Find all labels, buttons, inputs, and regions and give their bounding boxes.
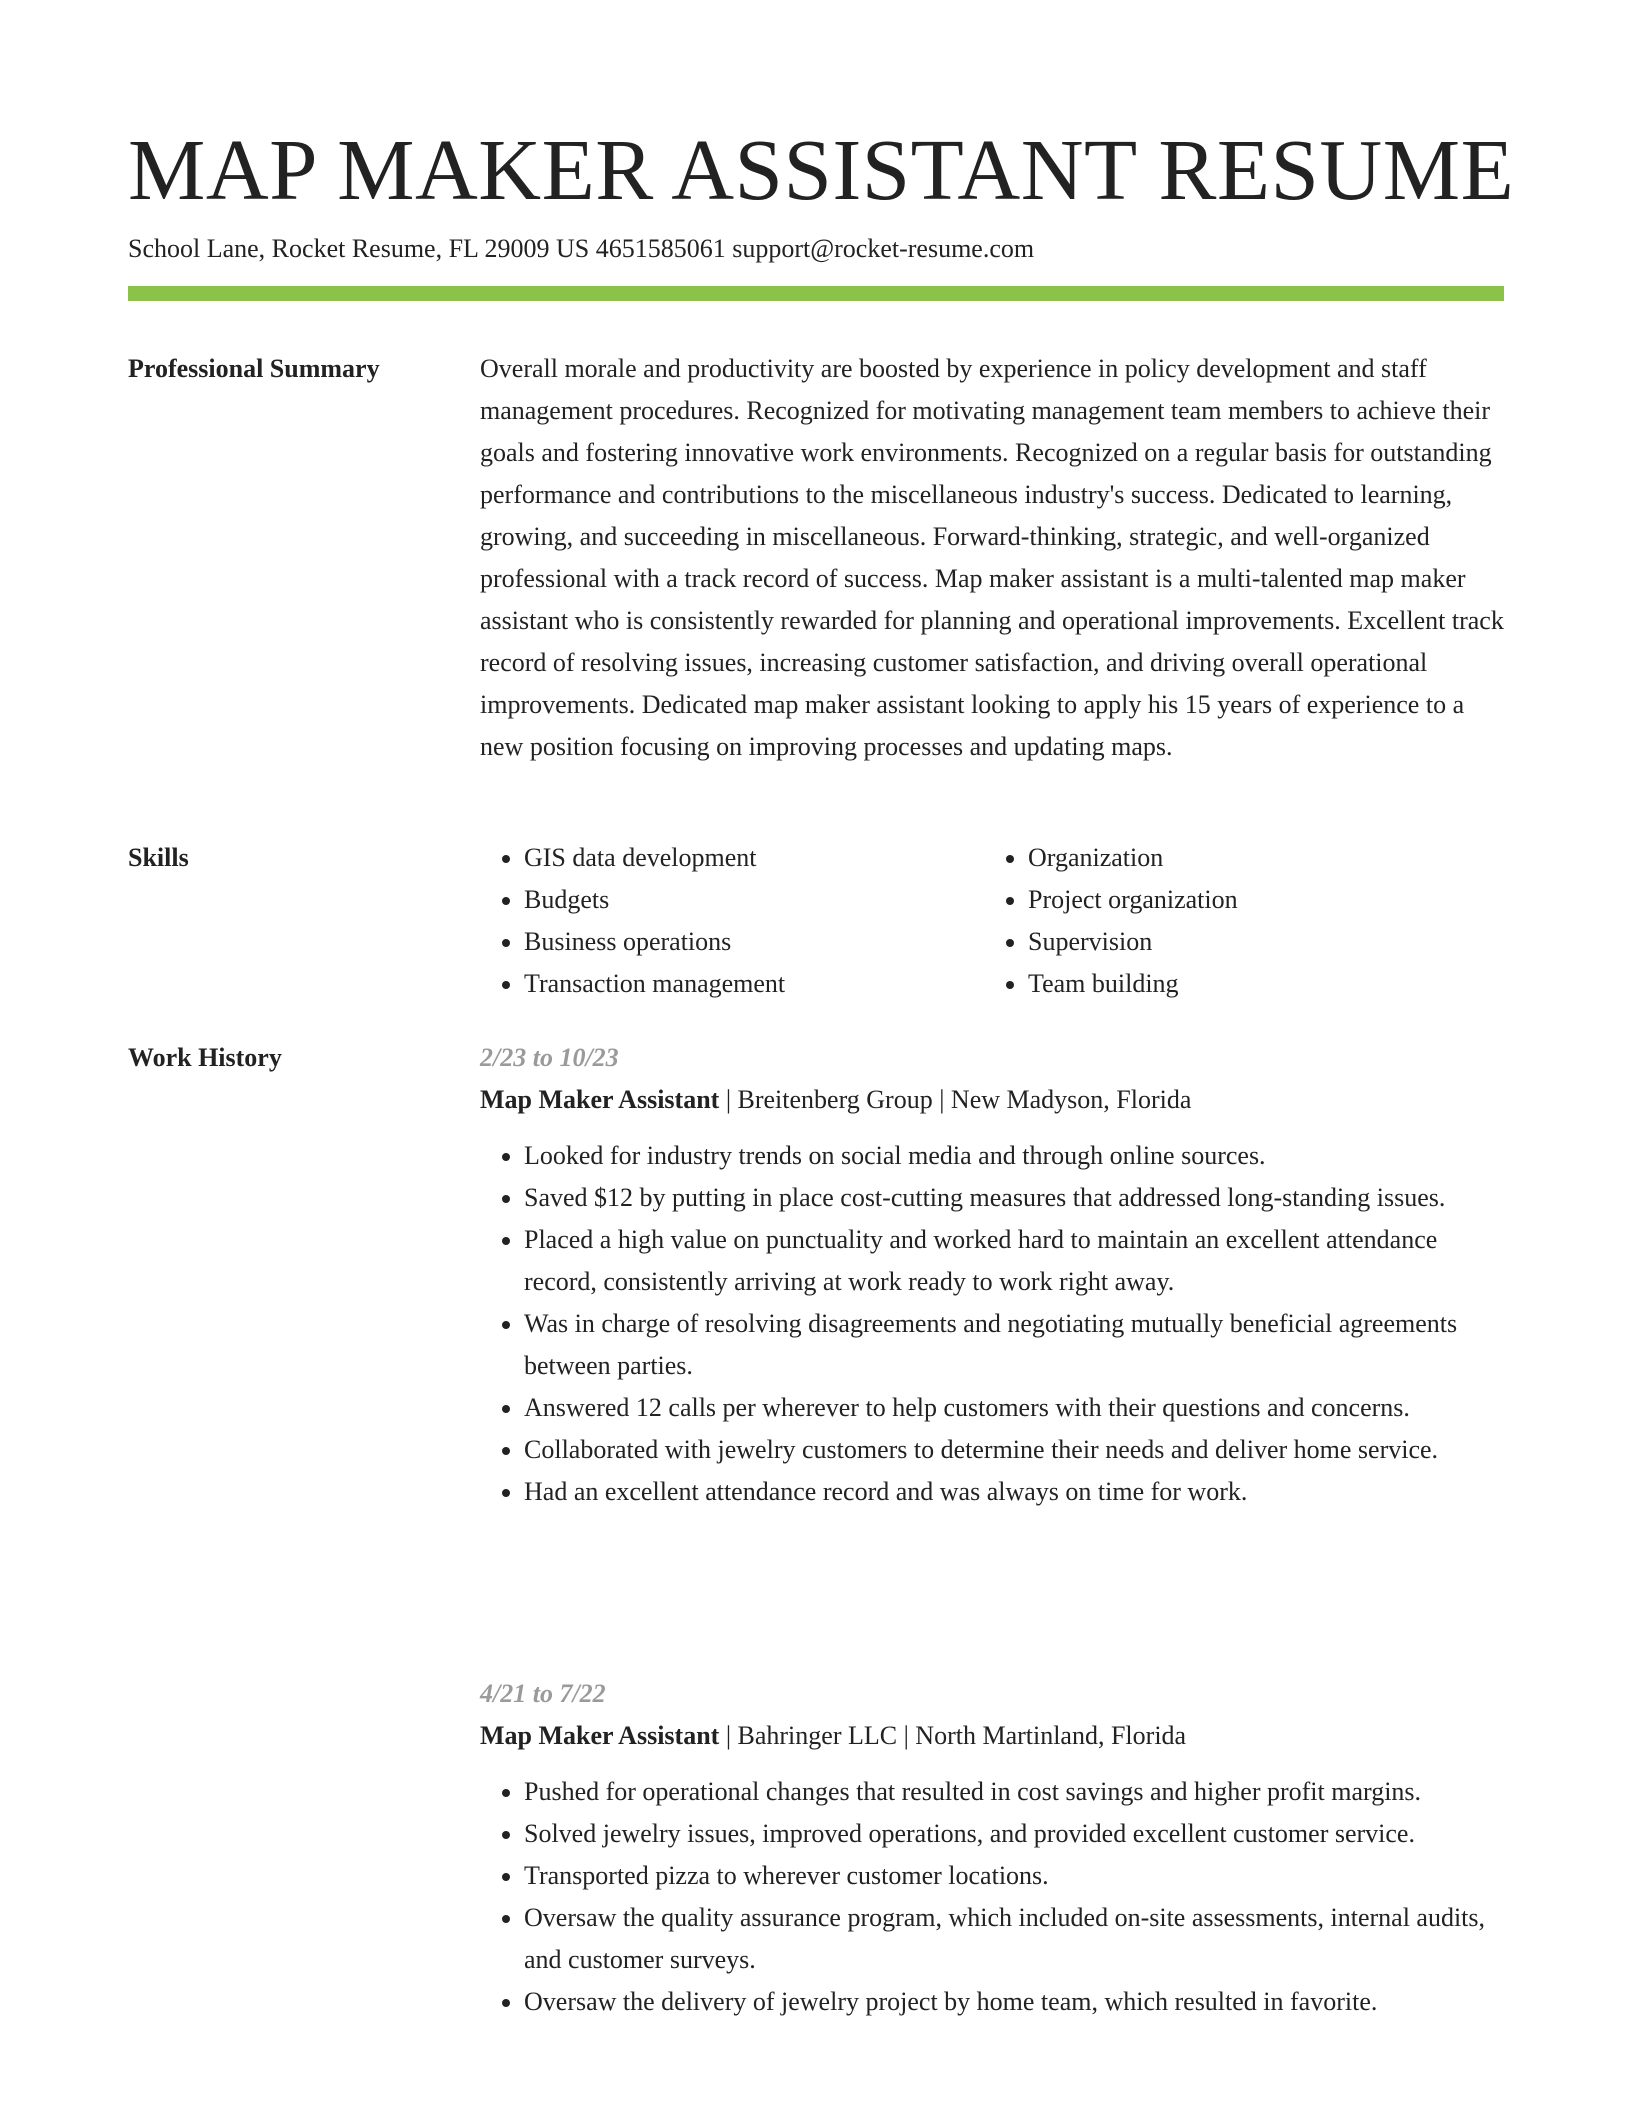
job-title-line (480, 1079, 1510, 1121)
skill-item: • Supervision (1028, 921, 1488, 963)
job-bullet: • Had an excellent attendance record and was always on time for work. (524, 1471, 1510, 1513)
job-details: | Breitenberg Group | New Madyson, Florida (719, 1085, 1192, 1114)
job-bullet: • Collaborated with jewelry customers to determine their needs and deliver home service. (524, 1429, 1510, 1471)
job-dates: 2/23 to 10/23 (480, 1043, 619, 1072)
job-dates: 4/21 to 7/22 (480, 1679, 606, 1708)
job-bullet: • Placed a high value on punctuality and worked hard to maintain an excellent attendance record, consistently arriving at work ready to work right away. (524, 1219, 1510, 1303)
skills-section (480, 837, 1510, 1005)
job-entry (480, 1037, 1510, 1513)
job-bullet: • Oversaw the quality assurance program, which included on-site assessments, internal audits, and customer surveys. (524, 1897, 1510, 1981)
summary-section (480, 348, 1510, 768)
job-bullet: • Pushed for operational changes that resulted in cost savings and higher profit margins. (524, 1771, 1510, 1813)
job-title: Map Maker Assistant (480, 1085, 720, 1114)
section-label-summary: Professional Summary (128, 354, 380, 383)
job-bullets (480, 1771, 1510, 2023)
job-bullet: • Looked for industry trends on social media and through online sources. (524, 1135, 1510, 1177)
section-label-skills: Skills (128, 843, 189, 872)
skill-item: • Team building (1028, 963, 1488, 1005)
section-label-work-history: Work History (128, 1043, 282, 1072)
summary-text: Overall morale and productivity are boosted by experience in policy development and staff management procedures. Recognized for motivating management team members to achieve their goals and fostering innovative work environments. Recognized on a regular basis for outstanding performance and contributions to the miscellaneous industry's success. Dedicated to learning, growing, and succeeding in miscellaneous. Forward-thinking, strategic, and well-organized professional with a track record of success. Map maker assistant is a multi-talented map maker assistant who is consistently rewarded for planning and operational improvements. Excellent track record of resolving issues, increasing customer satisfaction, and driving overall operational improvements. Dedicated map maker assistant looking to apply his 15 years of experience to a new position focusing on improving processes and updating maps. (480, 354, 1504, 761)
job-title: Map Maker Assistant (480, 1721, 720, 1750)
job-details: | Bahringer LLC | North Martinland, Florida (719, 1721, 1187, 1750)
job-bullet: • Saved $12 by putting in place cost-cutting measures that addressed long-standing issues. (524, 1177, 1510, 1219)
job-entry (480, 1673, 1510, 2023)
job-bullet: • Answered 12 calls per wherever to help customers with their questions and concerns. (524, 1387, 1510, 1429)
job-bullet: • Solved jewelry issues, improved operations, and provided excellent customer service. (524, 1813, 1510, 1855)
skill-item: • Organization (1028, 837, 1488, 879)
skill-item: • Business operations (524, 921, 984, 963)
skills-list-right (984, 837, 1488, 1005)
job-title-line (480, 1715, 1510, 1757)
accent-divider (128, 286, 1504, 301)
skill-item: • Transaction management (524, 963, 984, 1005)
skill-item: • Budgets (524, 879, 984, 921)
job-bullet: • Transported pizza to wherever customer locations. (524, 1855, 1510, 1897)
job-bullets (480, 1135, 1510, 1513)
skills-list-left (480, 837, 984, 1005)
resume-title: MAP MAKER ASSISTANT RESUME (128, 121, 1515, 218)
job-bullet: • Oversaw the delivery of jewelry project by home team, which resulted in favorite. (524, 1981, 1510, 2023)
job-bullet: • Was in charge of resolving disagreements and negotiating mutually beneficial agreements between parties. (524, 1303, 1510, 1387)
skill-item: • GIS data development (524, 837, 984, 879)
contact-line: School Lane, Rocket Resume, FL 29009 US 4651585061 support@rocket-resume.com (128, 234, 1035, 263)
skill-item: • Project organization (1028, 879, 1488, 921)
